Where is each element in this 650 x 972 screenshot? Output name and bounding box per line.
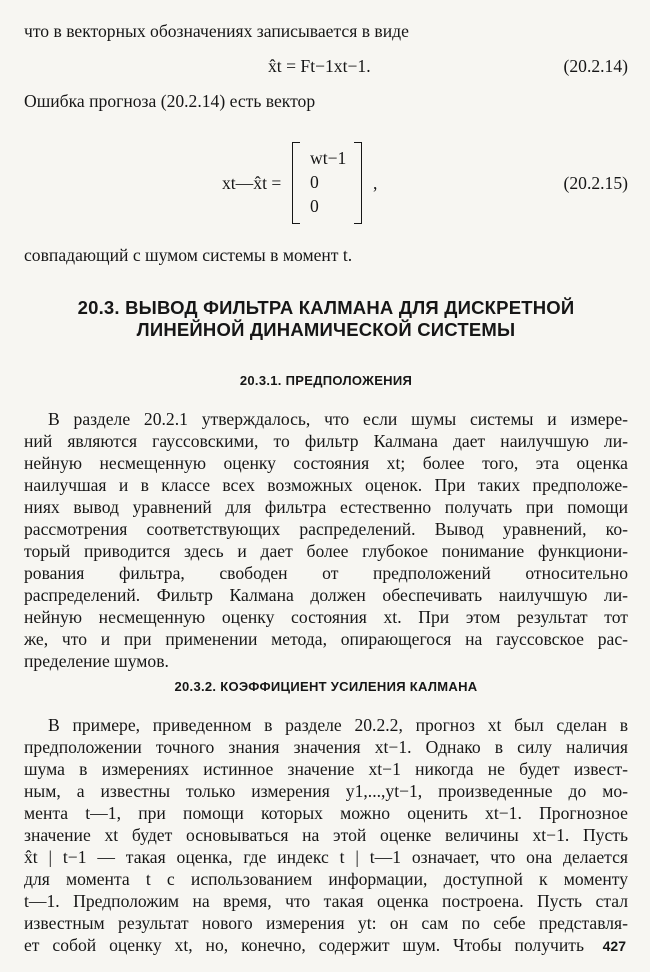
paragraph-line: пределение шумов. [24,651,169,671]
paragraph-line: t—1. Предположим на время, что такая оценка построена. Пусть стал [24,891,628,911]
after-equation-line: совпадающий с шумом системы в момент t. [24,245,353,265]
paragraph-line: известным результат нового измерения yt: он сам по себе представля- [24,913,628,933]
error-vector-matrix [292,142,362,222]
subsection-title-kalman-gain: 20.3.2. КОЭФФИЦИЕНТ УСИЛЕНИЯ КАЛМАНА [174,679,478,694]
error-line: Ошибка прогноза (20.2.14) есть вектор [24,91,316,111]
paragraph-line: рования фильтра, свободен от предположений относительно [24,563,628,583]
intro-line: что в векторных обозначениях записывается в виде [24,21,409,41]
subsection-title-assumptions: 20.3.1. ПРЕДПОЛОЖЕНИЯ [239,373,413,388]
section-title-line-2: ЛИНЕЙНОЙ ДИНАМИЧЕСКОЙ СИСТЕМЫ [136,319,516,340]
paragraph-line: В разделе 20.2.1 утверждалось, что если шумы системы и измере- [48,409,628,429]
paragraph-line: наилучшая и в классе всех возможных оценок. При таких предположе- [24,475,628,495]
paragraph-line: В примере, приведенном в разделе 20.2.2, прогноз xt был сделан в [48,715,628,735]
equation-20-2-15-comma: , [373,173,378,193]
section-title-line-1: 20.3. ВЫВОД ФИЛЬТРА КАЛМАНА ДЛЯ ДИСКРЕТНОЙ [77,297,575,318]
paragraph-line: нейную несмещенную оценку состояния xt. При этом результат тот [24,607,628,627]
paragraph-line: значение xt будет основываться на этой оценке величины xt−1. Пусть [24,825,628,845]
page-number: 427 [602,938,626,954]
matrix-row-1: wt−1 [310,148,347,168]
paragraph-line: ет собой оценку xt, но, конечно, содержит шум. Чтобы получить [24,935,584,955]
paragraph-line: нейную несмещенную оценку состояния xt; более того, эта оценка [24,453,628,473]
equation-20-2-14: x̂t = Ft−1xt−1. [268,56,371,76]
paragraph-line: x̂t | t−1 — такая оценка, где индекс t | t—1 означает, что она делается [24,847,628,867]
paragraph-line: ным, а известны только измерения y1,...,yt−1, произведенные до мо- [24,781,628,801]
paragraph-line: ний являются гауссовскими, то фильтр Калмана дает наилучшую ли- [24,431,628,451]
paragraph-line: же, что и при применении метода, опирающегося на гауссовское рас- [24,629,628,649]
paragraph-line: ниях вывод уравнений для фильтра естественно получать при помощи [24,497,628,517]
equation-number-20-2-14: (20.2.14) [563,56,628,76]
paragraph-line: предположении точного знания значения xt−1. Однако в силу наличия [24,737,628,757]
matrix-row-2: 0 [310,172,319,192]
paragraph-line: торый приводится здесь и дает более глубокое понимание функциони- [24,541,628,561]
matrix-row-3: 0 [310,196,319,216]
paragraph-line: распределений. Фильтр Калмана должен обеспечивать наилучшую ли- [24,585,628,605]
left-bracket [292,142,300,224]
equation-20-2-15-lhs: xt—x̂t = [222,173,282,193]
equation-number-20-2-15: (20.2.15) [563,173,628,193]
paragraph-line: мента t—1, при помощи которых можно оценить xt−1. Прогнозное [24,803,628,823]
paragraph-line: для момента t с использованием информации, доступной к моменту [24,869,628,889]
right-bracket [354,142,362,224]
paragraph-line: рассмотрения соответствующих распределений. Вывод уравнений, ко- [24,519,628,539]
paragraph-line: шума в измерениях истинное значение xt−1 никогда не будет извест- [24,759,628,779]
